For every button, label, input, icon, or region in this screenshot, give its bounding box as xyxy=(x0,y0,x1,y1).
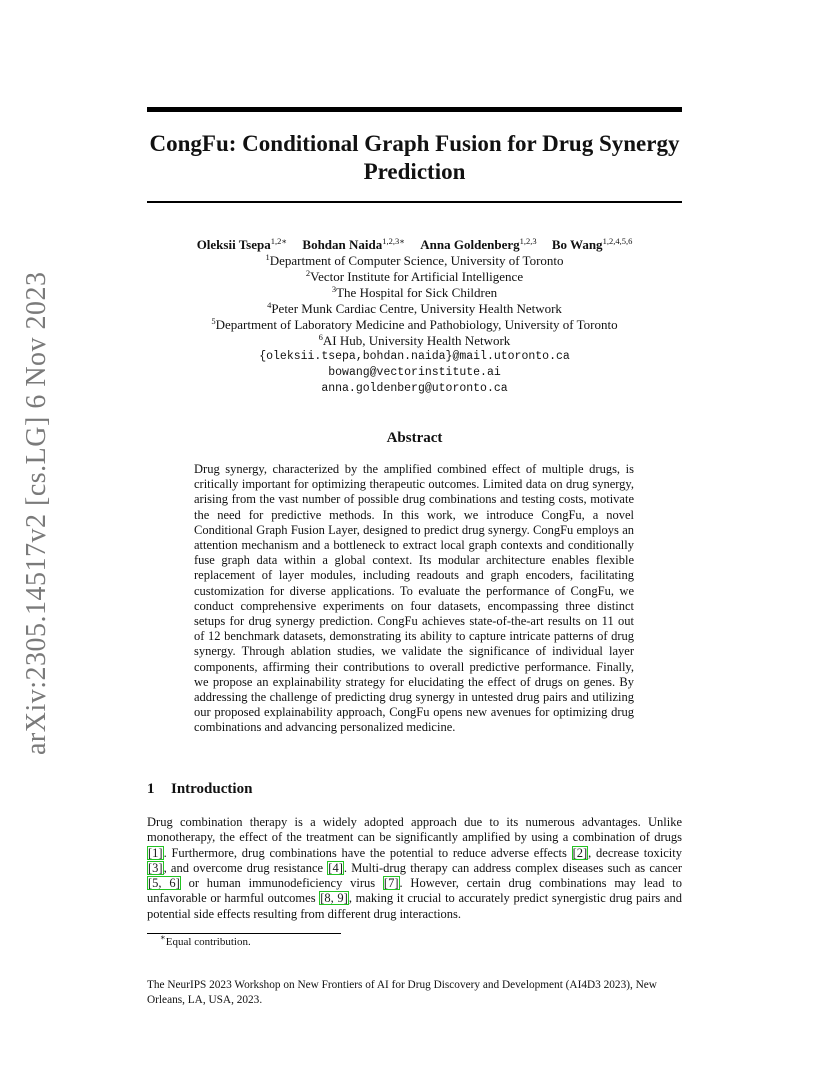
citation-link[interactable]: [8, 9] xyxy=(320,891,348,906)
title-bottom-rule xyxy=(147,201,682,203)
author: Oleksii Tsepa$^{1,2∗}$ xyxy=(196,236,288,252)
affiliation: $^6$AI Hub, University Health Network xyxy=(318,332,511,348)
citation-link[interactable]: [3] xyxy=(148,860,163,875)
author-names xyxy=(147,237,682,253)
arxiv-identifier: arXiv:2305.14517v2 [cs.LG] 6 Nov 2023 xyxy=(21,271,52,755)
affiliation: $^1$Department of Computer Science, University of Toronto xyxy=(265,252,564,268)
author: Bo Wang$^{1,2,4,5,6}$ xyxy=(551,236,633,252)
affiliation: $^2$Vector Institute for Artificial Intelligence xyxy=(305,268,524,284)
affiliation: $^4$Peter Munk Cardiac Centre, University Health Network xyxy=(267,300,562,316)
author-block xyxy=(147,237,682,397)
affiliation: $^3$The Hospital for Sick Children xyxy=(331,284,498,300)
author: Bohdan Naida$^{1,2,3∗}$ xyxy=(302,236,406,252)
venue-note: The NeurIPS 2023 Workshop on New Frontiers of AI for Drug Discovery and Development (AI4D3 2023), New Orleans, LA, USA, 2023. xyxy=(147,979,657,1006)
email[interactable]: {oleksii.tsepa,bohdan.naida}@mail.utoronto.ca xyxy=(259,350,570,363)
paper-title: CongFu: Conditional Graph Fusion for Drug Synergy Prediction xyxy=(149,131,680,184)
title-top-rule xyxy=(147,107,682,112)
author: Anna Goldenberg$^{1,2,3}$ xyxy=(420,236,537,252)
abstract-text: Drug synergy, characterized by the amplified combined effect of multiple drugs, is critically important for optimizing therapeutic outcomes. Limited data on drug synergy, arising from the vast number of possible drug combinations and testing costs, motivate the need for predictive methods. In this work, we introduce CongFu, a novel Conditional Graph Fusion Layer, designed to predict drug synergy. CongFu employs an attention mechanism and a bottleneck to extract local graph contexts and conditionally fuse graph data within a global context. Its modular architecture enables flexible replacement of layer modules, including readouts and graph encoders, facilitating customization for diverse applications. To evaluate the performance of CongFu, we conduct comprehensive experiments on four datasets, encompassing three distinct setups for drug synergy prediction. CongFu achieves state-of-the-art results on 11 out of 12 benchmark datasets, demonstrating its ability to capture intricate patterns of drug synergy. Through ablation studies, we validate the significance of individual layer components, affirming their contributions to overall predictive performance. Finally, we propose an explainability strategy for elucidating the effect of drugs on genes. By addressing the challenge of predicting drug synergy in untested drug pairs and utilizing our proposed explainability approach, CongFu opens new avenues for optimizing drug combinations and advancing personalized medicine. xyxy=(194,462,634,735)
section-number: 1 xyxy=(147,781,155,797)
citation-link[interactable]: [4] xyxy=(328,860,343,875)
abstract-heading: Abstract xyxy=(386,430,443,446)
affiliation: $^5$Department of Laboratory Medicine and Pathobiology, University of Toronto xyxy=(211,316,618,332)
citation-link[interactable]: [5, 6] xyxy=(148,876,180,891)
footnote: ∗Equal contribution. xyxy=(160,932,251,948)
footnote-rule xyxy=(147,933,341,934)
email[interactable]: bowang@vectorinstitute.ai xyxy=(328,366,501,379)
citation-link[interactable]: [2] xyxy=(572,845,588,860)
citation-link[interactable]: [1] xyxy=(148,845,163,860)
citation-link[interactable]: [7] xyxy=(383,876,399,891)
section-title: Introduction xyxy=(171,781,253,797)
section-heading xyxy=(147,780,252,798)
introduction-paragraph: Drug combination therapy is a widely adopted approach due to its numerous advantages. Unlike monotherapy, the effect of the treatment can be significantly amplified by using a combination of drugs [1]. Furthermore, drug combinations have the potential to reduce adverse effects [2], decrease toxicity [3], and overcome drug resistance [4]. Multi-drug therapy can address complex diseases such as cancer [5, 6] or human immunodeficiency virus [7]. However, certain drug combinations may lead to unfavorable or harmful outcomes [8, 9], making it crucial to accurately predict synergistic drug pairs and potential side effects resulting from different drug interactions. xyxy=(147,815,682,921)
email[interactable]: anna.goldenberg@utoronto.ca xyxy=(321,382,508,395)
